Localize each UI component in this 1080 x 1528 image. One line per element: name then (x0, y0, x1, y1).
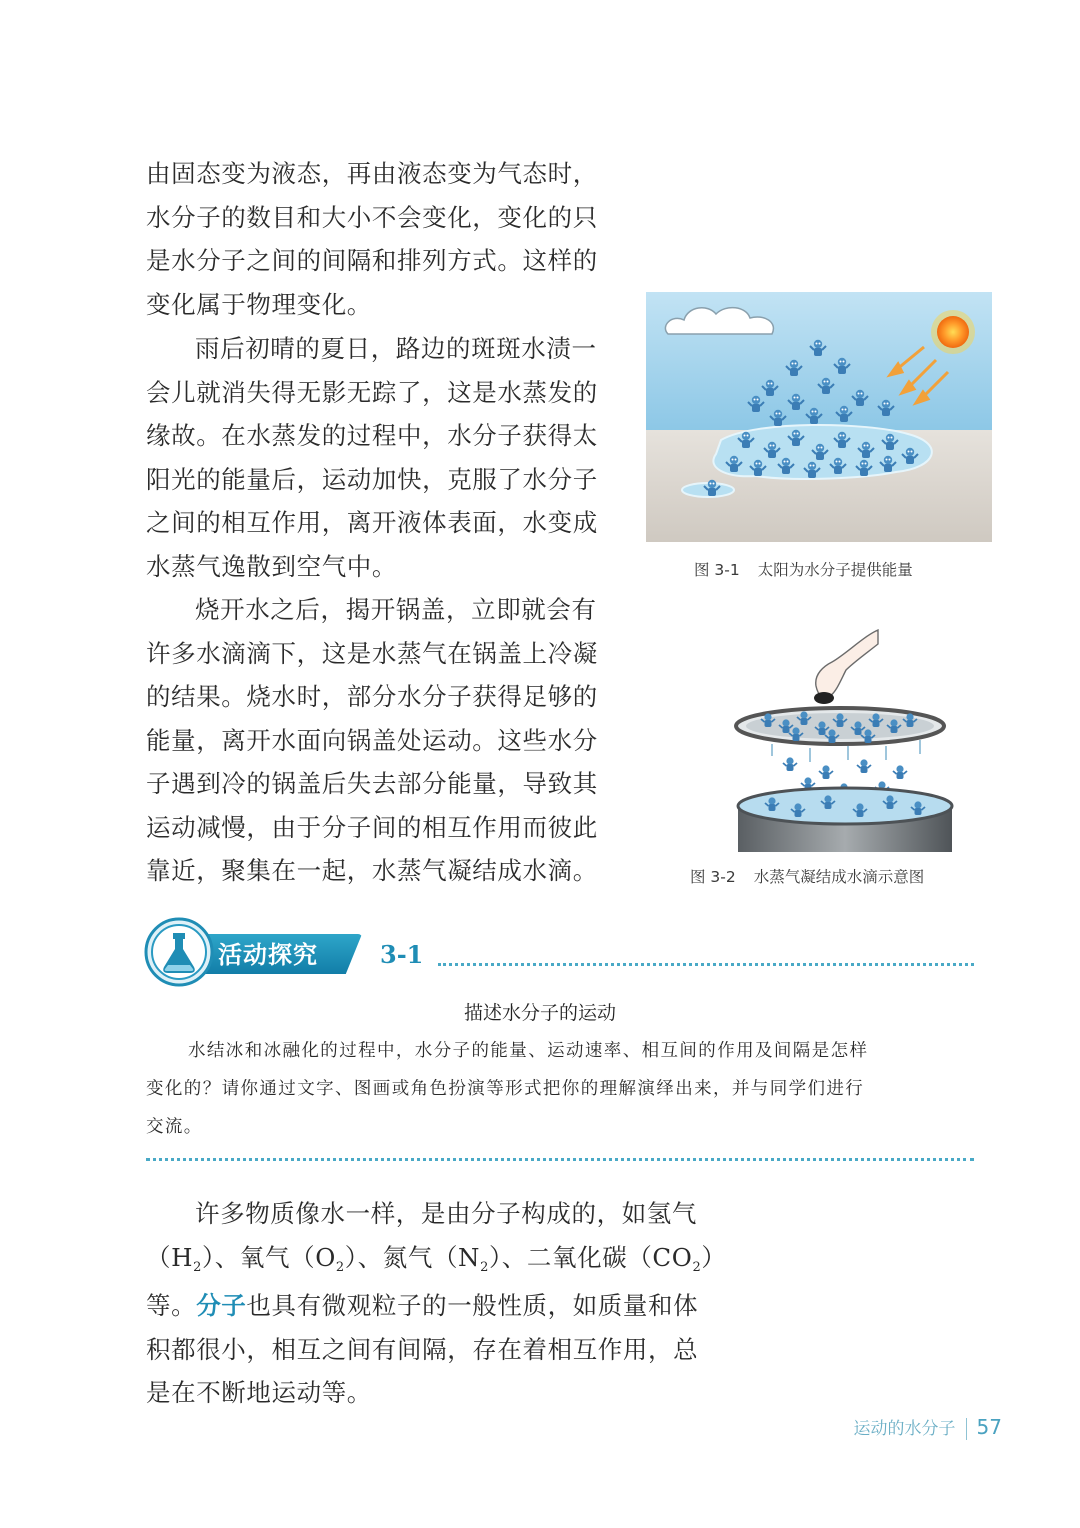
text-line: 变化属于物理变化。 (146, 289, 372, 319)
key-term: 分子 (196, 1291, 247, 1320)
text-line: 水分子的数目和大小不会变化，变化的只 (146, 202, 598, 232)
subscript: 2 (335, 1259, 345, 1275)
text-fragment: （O (290, 1242, 336, 1272)
text-line: 雨后初晴的夏日，路边的斑斑水渍一 (195, 334, 597, 363)
formula-line (146, 1236, 726, 1285)
flask-icon (144, 917, 214, 987)
activity-body (146, 1032, 868, 1146)
text-line: 水蒸气逸散到空气中。 (146, 551, 397, 581)
sun-icon (931, 310, 975, 354)
figure-3-1-caption (694, 558, 913, 580)
page-footer (854, 1414, 1002, 1440)
paragraph-4 (146, 1192, 726, 1415)
activity-top-divider (438, 963, 974, 966)
text-line: 子遇到冷的锅盖后失去部分能量，导致其 (146, 769, 598, 798)
text-line: 水结冰和冰融化的过程中，水分子的能量、运动速率、相互间的作用及间隔是怎样 (188, 1041, 869, 1061)
text-line: 是水分子之间的间隔和排列方式。这样的 (146, 246, 598, 275)
text-fragment: ）、二氧化碳 (488, 1242, 628, 1272)
text-line: 变化的？请你通过文字、图画或角色扮演等形式把你的理解演绎出来，并与同学们进行 (146, 1079, 865, 1099)
text-line: 靠近，聚集在一起，水蒸气凝结成水滴。 (146, 856, 598, 885)
text-line: 是在不断地运动等。 (146, 1378, 372, 1407)
chapter-title: 运动的水分子 (853, 1419, 956, 1439)
subscript: 2 (692, 1259, 702, 1275)
figure-3-2-caption (690, 865, 924, 887)
page-number: 57 (976, 1415, 1002, 1439)
activity-heading: 描述水分子的运动 (463, 1002, 616, 1024)
text-line: 能量，离开水面向锅盖处运动。这些水分 (146, 725, 598, 755)
activity-number: 3-1 (380, 940, 424, 969)
text-line: 烧开水之后，揭开锅盖，立即就会有 (195, 595, 597, 624)
text-line: 许多水滴滴下，这是水蒸气在锅盖上冷凝 (146, 638, 598, 668)
text-fragment: ）、氧气 (201, 1242, 291, 1272)
text-line: 的结果。烧水时，部分水分子获得足够的 (146, 682, 598, 711)
figure-caption-text: 水蒸气凝结成水滴示意图 (753, 868, 925, 886)
text-fragment: （N (432, 1242, 481, 1272)
paragraph-2 (146, 327, 598, 588)
footer-divider (966, 1418, 967, 1440)
paragraph-1 (146, 152, 598, 326)
subscript: 2 (193, 1259, 202, 1275)
text-fragment: 也具有微观粒子的一般性质，如质量和体 (246, 1291, 699, 1320)
text-fragment: （CO (627, 1242, 693, 1272)
figure-3-2-illustration (728, 626, 964, 852)
figure-number: 图 3-1 (694, 561, 740, 579)
text-line: 阳光的能量后，运动加快，克服了水分子 (146, 464, 598, 494)
figure-3-1-illustration (646, 292, 992, 542)
text-line: 之间的相互作用，离开液体表面，水变成 (146, 508, 598, 537)
activity-label: 活动探究 (218, 941, 318, 969)
text-line: 运动减慢，由于分子间的相互作用而彼此 (146, 812, 598, 842)
activity-bottom-divider (146, 1158, 974, 1161)
subscript: 2 (480, 1259, 489, 1275)
figure-caption-text: 太阳为水分子提供能量 (757, 561, 913, 579)
text-line: 由固态变为液态，再由液态变为气态时， (146, 159, 598, 188)
text-line: 许多物质像水一样，是由分子构成的，如氢气 (195, 1199, 697, 1228)
text-line: 缘故。在水蒸发的过程中，水分子获得太 (146, 421, 598, 450)
text-fragment: ）、氮气 (344, 1242, 433, 1272)
text-fragment: 等。 (146, 1291, 197, 1320)
text-line: 交流。 (146, 1117, 203, 1137)
text-line: 会儿就消失得无影无踪了，这是水蒸发的 (146, 377, 598, 407)
figure-number: 图 3-2 (690, 868, 736, 886)
text-fragment: ） (701, 1242, 727, 1272)
text-fragment: （H (146, 1242, 194, 1272)
text-line (146, 1284, 726, 1328)
text-line: 积都很小，相互之间有间隔，存在着相互作用，总 (146, 1334, 699, 1364)
paragraph-3 (146, 588, 598, 893)
